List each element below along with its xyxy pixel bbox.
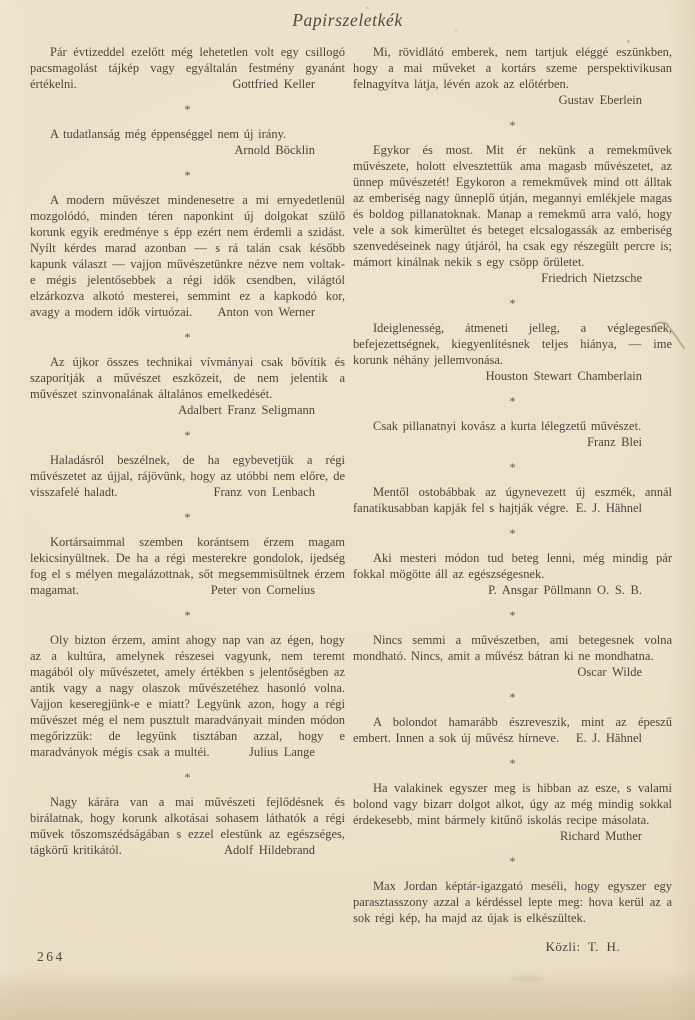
quote-text: Ha valakinek egyszer meg is hibban az esze, s valami bolond vagy bizarr dolgot alkot, úgy az még mindig sokkal érdekesebb, mint bármely kitűnő iskolás recipe másolata. — [353, 781, 672, 827]
right-column — [353, 44, 672, 955]
quote-text: Oly bizton érzem, amint ahogy nap van az égen, hogy az a kultúra, amelynek részesei vagyunk, nem teremt magából oly művészetet, amely értékben s jelentőségben az antik vagy a nagy olaszok művészetéhez hasonló volna. Vajjon keseregjünk-e e miatt? Legyünk azon, hogy a régi művészet még el nem pusztult maradványait minden módon megőrizzük: de legyünk tisztában azzal, hogy e maradványok mégis csak a multéi. — [30, 633, 345, 759]
scan-smudge — [510, 976, 544, 982]
quote-block — [30, 126, 345, 158]
quote-block — [353, 320, 672, 384]
quote-text: Csak pillanatnyi kovász a kurta lélegzetű művészet. — [373, 419, 642, 433]
separator-asterisk: * — [184, 428, 191, 442]
quote-block — [30, 354, 345, 418]
quote-block — [353, 142, 672, 286]
quote-text: Mentől ostobábbak az úgynevezett új eszmék, annál fanatikusabban kapják fel s hajtják végre. — [353, 485, 672, 515]
quote-author: Friedrich Nietzsche — [541, 271, 642, 285]
quote-text: Max Jordan képtár-igazgató meséli, hogy egyszer egy parasztasszony azzal a kérdéssel lepte meg: hova kerül az a sok régi kép, ha majd az újak is elkészültek. — [353, 879, 672, 925]
quote-block — [30, 794, 345, 858]
quote-author: Franz von Lenbach — [213, 485, 315, 499]
quote-author: Franz Blei — [587, 435, 642, 449]
quote-text: Ideiglenesség, átmeneti jelleg, a véglegesnek, befejezettségnek, kiegyenlítésnek teljes hiánya, — ime korunk néhány jellemvonása. — [353, 321, 672, 367]
quote-block — [30, 452, 345, 500]
separator-asterisk: * — [184, 608, 191, 622]
quote-block — [353, 878, 672, 926]
separator-asterisk: * — [184, 770, 191, 784]
quote-block — [353, 632, 672, 680]
quote-text: A tudatlanság még éppenséggel nem új irány. — [50, 127, 287, 141]
quote-author: Gustav Eberlein — [558, 93, 642, 107]
quote-text: Mi, rövidlátó emberek, nem tartjuk eléggé eszünkben, hogy a mai műveket a kortárs szeme perspektivikusan felnagyítva látja, lévén azok az előtérben. — [353, 45, 672, 91]
quote-block — [30, 44, 345, 92]
quote-block — [353, 714, 672, 746]
separator-asterisk: * — [184, 330, 191, 344]
scan-speck — [455, 29, 457, 31]
pencil-checkmark-icon — [650, 317, 690, 353]
separator-asterisk: * — [509, 460, 516, 474]
quote-text: A bolondot hamarább észreveszik, mint az épeszű embert. Innen a sok új művész hírneve. — [353, 715, 672, 745]
quote-author: P. Ansgar Pöllmann O. S. B. — [488, 583, 642, 597]
separator-asterisk: * — [184, 168, 191, 182]
quote-block — [353, 484, 672, 516]
quote-text: Kortársaimmal szemben korántsem érzem magam lekicsinyültnek. De ha a régi mesterekre gondolok, ijedség fog el s mélyen megalázottnak, sőt megsemmisültnek érzem magamat. — [30, 535, 345, 597]
left-column — [30, 44, 345, 955]
quote-author: Anton von Werner — [217, 305, 315, 319]
two-column-layout — [0, 44, 695, 955]
quote-text: Az újkor összes technikai vívmányai csak bővítik és szaporítják a művészet eszközeit, de nem jelentik a művészet szinvonalának általános emelkedését. — [30, 355, 345, 401]
quote-block — [30, 192, 345, 320]
quote-author: Richard Muther — [560, 829, 642, 843]
quote-text: Nincs semmi a művészetben, ami betegesnek volna mondható. Nincs, amit a művész bátran ki ne mondhatna. — [353, 633, 672, 663]
separator-asterisk: * — [509, 756, 516, 770]
quote-block — [353, 44, 672, 108]
page-title: Papirszeletkék — [292, 10, 403, 30]
quote-author: Adalbert Franz Seligmann — [178, 403, 315, 417]
quote-block — [30, 534, 345, 598]
quote-author: Peter von Cornelius — [210, 583, 315, 597]
quote-text: Egykor és most. Mit ér nekünk a remekművek művészete, holott elvesztettük ama magasb művészetet, az ünnep művészetét! Egykoron a remekművek mind ott álltak az emberiség nagy ünneplő útján, megannyi emlékjele magas és boldog pillanatoknak. Manap a remekmű arra való, hogy vele a sok kimerültet és beteget elcsalogassák az emberiség szenvedéseinek nagy útjáról, ha csak egy részegült percre is; mámort kinálnak nekik s egy csöpp őrületet. — [353, 143, 672, 269]
quote-block — [30, 632, 345, 760]
quote-block — [353, 550, 672, 598]
quote-author: Adolf Hildebrand — [223, 843, 315, 857]
quote-author: Gottfried Keller — [232, 77, 315, 91]
separator-asterisk: * — [509, 394, 516, 408]
quote-author: Arnold Böcklin — [234, 143, 315, 157]
quote-text: Haladásról beszélnek, de ha egybevetjük a régi művészetet az újjal, rájövünk, hogy az utóbbi nem előre, de visszafelé haladt. — [30, 453, 345, 499]
quote-author: Houston Stewart Chamberlain — [485, 369, 642, 383]
quote-author: Oscar Wilde — [577, 665, 642, 679]
separator-asterisk: * — [184, 102, 191, 116]
quote-text: A modern művészet mindenesetre a mi ernyedetlenül mozgolódó, minden téren naponkint új dolgokat szülő korunk egyik eredménye s épp ezért nem érdemli a szidást. Nyílt kérdes marad azonban — s rá talán csak később kapunk választ — vajjon művészetünkre nézve nem voltak-e mégis jelentősebbek a régi idők csendben, világtól elzárkozva alkotó mesterei, semmint ez a kapkodó kor, avagy a modern idők virtuózai. — [30, 193, 345, 319]
separator-asterisk: * — [509, 118, 516, 132]
quote-text: Aki mesteri módon tud beteg lenni, még mindig pár fokkal mögötte áll az egészségesnek. — [353, 551, 672, 581]
page-number: 264 — [37, 949, 65, 964]
quote-block — [353, 780, 672, 844]
quote-author: Julius Lange — [248, 745, 315, 759]
separator-asterisk: * — [184, 510, 191, 524]
quote-author: E. J. Hähnel — [575, 501, 642, 515]
separator-asterisk: * — [509, 854, 516, 868]
quote-text: Nagy kárára van a mai művészeti fejlődésnek és birálatnak, hogy korunk alkotásai sohasem láthatók a régi művek tőszomszédságában s ezzel elestünk az egészséges, tágkörű kritikától. — [30, 795, 345, 857]
quote-author: E. J. Hähnel — [575, 731, 642, 745]
quote-block — [353, 418, 672, 450]
separator-asterisk: * — [509, 526, 516, 540]
contributor-note: Közli: T. H. — [545, 939, 620, 954]
separator-asterisk: * — [509, 690, 516, 704]
scan-speck — [627, 40, 630, 43]
separator-asterisk: * — [509, 608, 516, 622]
separator-asterisk: * — [509, 296, 516, 310]
quote-text: Pár évtizeddel ezelőtt még lehetetlen volt egy csillogó pacsmagolást tájkép vagy egyáltalán festmény gyanánt értékelni. — [30, 45, 345, 91]
